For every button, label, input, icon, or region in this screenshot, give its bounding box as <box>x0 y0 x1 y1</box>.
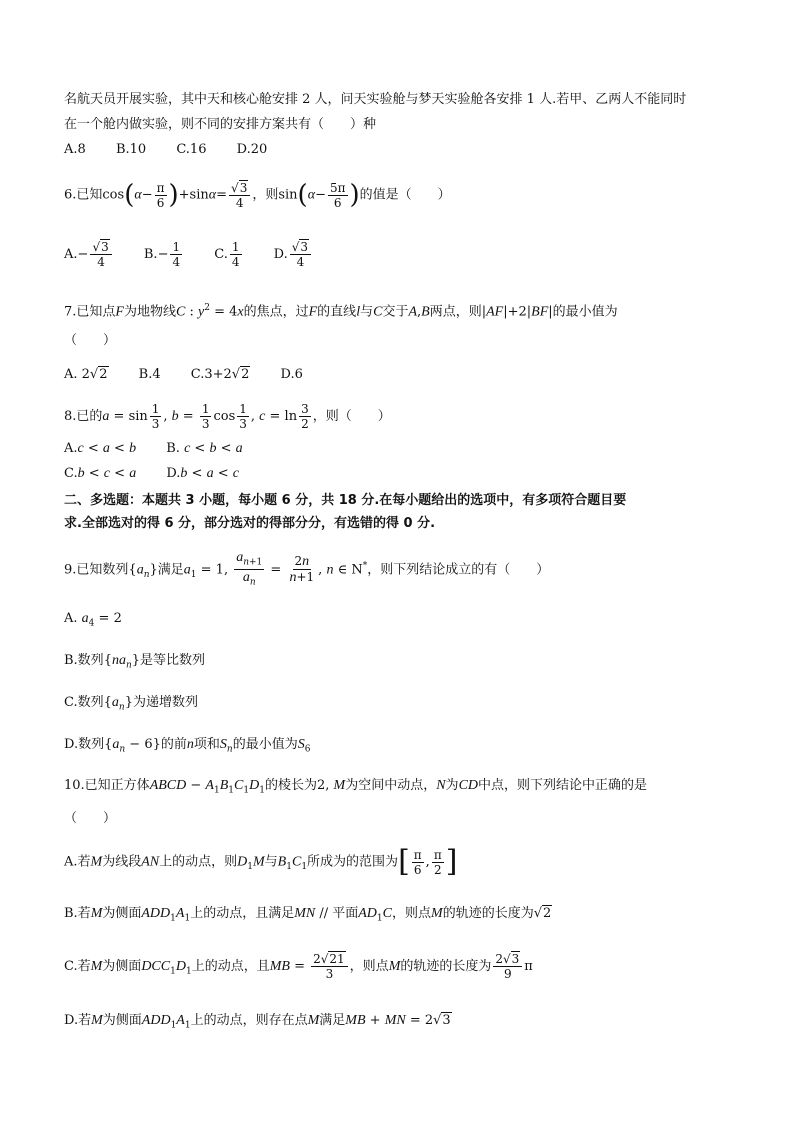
q7-options <box>64 366 329 384</box>
q8-option-d[interactable]: D.b < a < c <box>166 466 239 481</box>
q9-stem: 9.已知数列$\{a_n\}$满足$a_1 = 1$, $\frac{a_{n+1}}{a_n}$ = $\frac{2n}{n+1}$ , n ∈ N*，则下列结论成立的有（ ） <box>64 550 550 588</box>
q6-option-a[interactable]: A.− $\frac{√3}{4}$ <box>64 240 114 270</box>
q8-options-row2 <box>64 465 265 483</box>
q6-option-b[interactable]: B.− $\frac{1}{4}$ <box>143 240 181 269</box>
q7-option-b[interactable]: B.4 <box>138 367 161 382</box>
q7-option-d[interactable]: D.6 <box>280 367 303 382</box>
q10-option-a[interactable]: A.若M为线段AN上的动点，则$D_1M$与$B_1C_1$所成为的范围为[ $\frac{\pi}{6}$ , $\frac{\pi}{2}$ ] <box>64 844 458 879</box>
q10-option-b[interactable]: B.若M为侧面$ADD_1A_1$上的动点，且满足MN // 平面$AD_1C$，则点M的轨迹的长度为√2 <box>64 906 552 924</box>
q5-line2: 在一个舱内做实验，则不同的安排方案共有（ ）种 <box>64 117 377 132</box>
q8-option-a[interactable]: A.c < a < b <box>64 441 137 456</box>
q5-line1: 名航天员开展实验，其中天和核心舱安排 2 人，问天实验舱与梦天实验舱各安排 1 人.若甲、乙两人不能同时 <box>64 92 687 107</box>
q8-option-c[interactable]: C.b < c < a <box>64 466 137 481</box>
q9-option-a[interactable]: A. $a_4 = 2$ <box>64 611 122 629</box>
section2-heading-line2: 求.全部选对的得 6 分，部分选对的得部分分，有选错的得 0 分. <box>64 516 436 531</box>
q8-options-row1 <box>64 440 269 458</box>
q5-option-c[interactable]: C.16 <box>176 142 207 157</box>
q9-option-d[interactable]: D.数列$\{a_n - 6\}$的前n项和$S_n$的最小值为$S_6$ <box>64 737 311 755</box>
q5-option-b[interactable]: B.10 <box>115 142 147 157</box>
q7-stem: 7.已知点F为地物线C : $y^2 = 4x$的焦点，过F的直线l与C交于A,B两点，则|AF|+2|BF|的最小值为 <box>64 303 618 320</box>
q7-option-a[interactable]: A. 2√2 <box>64 367 108 382</box>
q10-option-c[interactable]: C.若M为侧面$DCC_1D_1$上的动点，且MB = $\frac{2√21}{3}$ ，则点M的轨迹的长度为 $\frac{2√3}{9}$ π <box>64 952 533 981</box>
q9-option-b[interactable]: B.数列$\{na_n\}$是等比数列 <box>64 653 206 671</box>
section2-heading-line1: 二、多选题：本题共 3 小题，每小题 6 分，共 18 分.在每小题给出的选项中，有多项符合题目要 <box>64 493 627 508</box>
q7-option-c[interactable]: C.3+2√2 <box>190 367 250 382</box>
q9-option-c[interactable]: C.数列$\{a_n\}$为递增数列 <box>64 695 198 713</box>
q6-stem: 6.已知cos(α− $\frac{\pi}{6}$ )+sinα= $\frac{√3}{4}$ ，则sin(α− $\frac{5\pi}{6}$ )的值是（ ） <box>64 180 451 210</box>
q5-options <box>64 141 293 159</box>
q8-stem: 8.已的a = sin $\frac{1}{3}$ , b = $\frac{1}{3}$ cos $\frac{1}{3}$ , c = ln $\frac{3}{2}$ ，则（ ） <box>64 402 391 431</box>
q6-option-c[interactable]: C. $\frac{1}{4}$ <box>214 240 240 269</box>
q5-option-d[interactable]: D.20 <box>236 142 268 157</box>
q5-option-a[interactable]: A.8 <box>64 142 86 157</box>
q10-stem: 10.已知正方体ABCD − $A_1B_1C_1D_1$的棱长为2, M为空间中动点，N为CD中点，则下列结论中正确的是 <box>64 778 648 796</box>
q8-option-b[interactable]: B. c < b < a <box>166 441 243 456</box>
q6-option-d[interactable]: D. $\frac{√3}{4}$ <box>274 240 313 270</box>
q10-line2: （ ） <box>64 811 117 826</box>
q6-options <box>64 240 339 270</box>
q7-line2: （ ） <box>64 333 117 348</box>
q10-option-d[interactable]: D.若M为侧面$ADD_1A_1$上的动点，则存在点M满足MB + MN = 2√3 <box>64 1013 451 1031</box>
